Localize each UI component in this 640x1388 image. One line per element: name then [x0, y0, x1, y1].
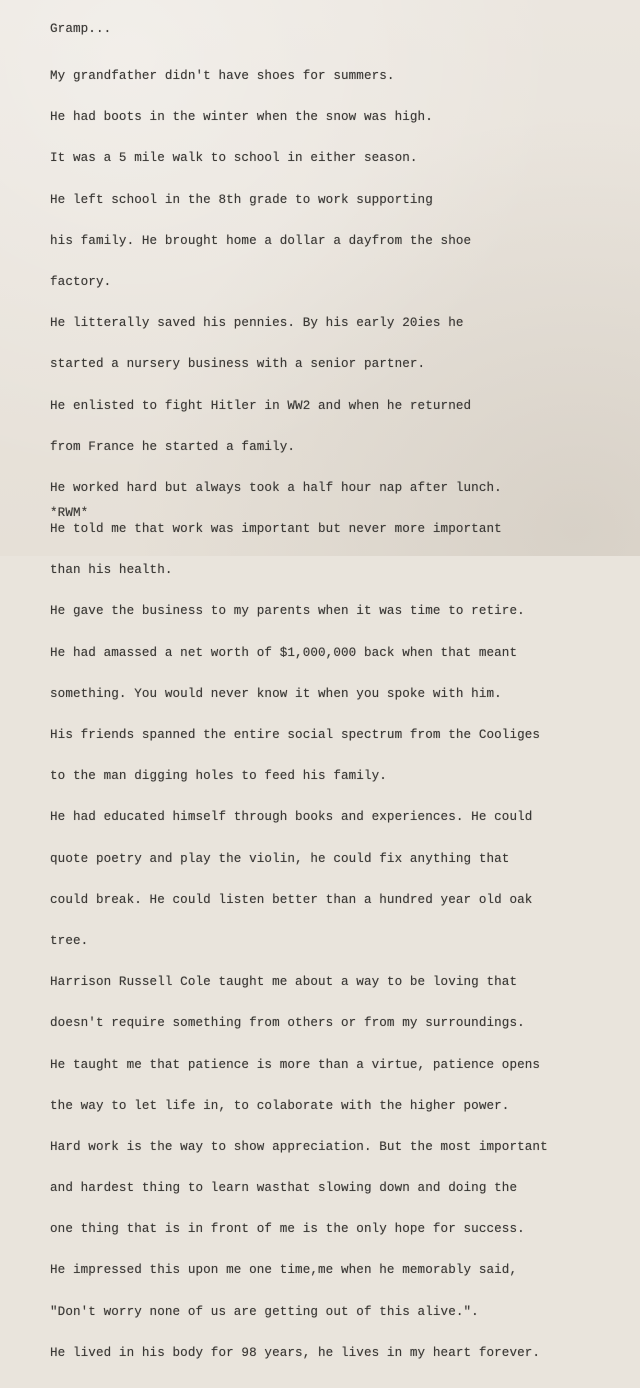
- text-line: from France he started a family.: [50, 439, 296, 454]
- typed-body: [50, 42, 548, 1388]
- text-line: He had amassed a net worth of $1,000,000 back when that meant: [50, 645, 518, 660]
- text-line: than his health.: [50, 563, 173, 578]
- text-line: Harrison Russell Cole taught me about a way to be loving that: [50, 975, 518, 990]
- text-line: He left school in the 8th grade to work supporting: [50, 192, 433, 207]
- text-line: his family. He brought home a dollar a dayfrom the shoe: [50, 233, 472, 248]
- text-line: quote poetry and play the violin, he could fix anything that: [50, 851, 510, 866]
- text-line: His friends spanned the entire social spectrum from the Cooliges: [50, 728, 541, 742]
- text-line: He taught me that patience is more than a virtue, patience opens: [50, 1057, 541, 1072]
- text-line: something. You would never know it when you spoke with him.: [50, 686, 502, 701]
- signature: *RWM*: [50, 506, 89, 520]
- text-line: He lived in his body for 98 years, he lives in my heart forever.: [50, 1345, 541, 1360]
- text-line: to the man digging holes to feed his family.: [50, 769, 387, 784]
- text-line: could break. He could listen better than a hundred year old oak: [50, 892, 533, 907]
- text-line: doesn't require something from others or from my surroundings.: [50, 1016, 525, 1031]
- text-line: tree.: [50, 933, 89, 948]
- text-line: He litterally saved his pennies. By his early 20ies he: [50, 316, 464, 331]
- text-line: started a nursery business with a senior partner.: [50, 357, 426, 372]
- text-line: and hardest thing to learn wasthat slowing down and doing the: [50, 1181, 518, 1196]
- text-line: He had educated himself through books and experiences. He could: [50, 810, 533, 825]
- text-line: He had boots in the winter when the snow was high.: [50, 110, 433, 125]
- text-line: He gave the business to my parents when it was time to retire.: [50, 604, 525, 619]
- page-title: Gramp...: [50, 22, 112, 36]
- text-line: He worked hard but always took a half hour nap after lunch.: [50, 480, 502, 495]
- text-line: the way to let life in, to colaborate with the higher power.: [50, 1098, 510, 1113]
- text-line: He impressed this upon me one time,me when he memorably said,: [50, 1263, 518, 1278]
- text-line: My grandfather didn't have shoes for summers.: [50, 69, 395, 83]
- text-line: factory.: [50, 274, 112, 289]
- text-line: He told me that work was important but never more important: [50, 522, 502, 537]
- text-line: Hard work is the way to show appreciation. But the most important: [50, 1139, 548, 1154]
- text-line: one thing that is in front of me is the only hope for success.: [50, 1222, 525, 1237]
- text-line: "Don't worry none of us are getting out of this alive.".: [50, 1304, 479, 1319]
- text-line: It was a 5 mile walk to school in either season.: [50, 151, 418, 166]
- text-line: He enlisted to fight Hitler in WW2 and when he returned: [50, 398, 472, 413]
